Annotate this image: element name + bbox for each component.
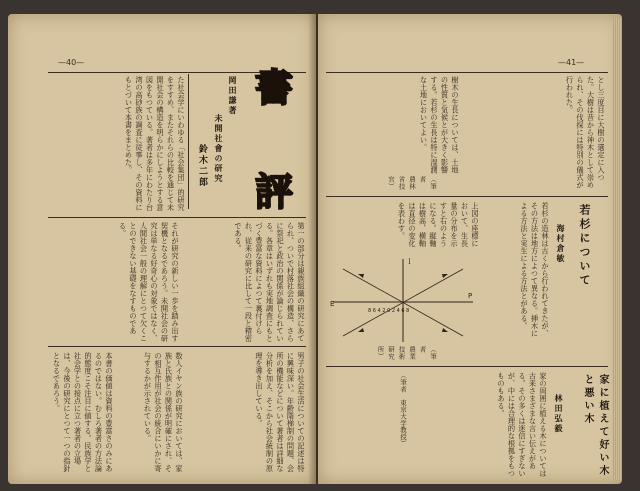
article-author: 海村倉敏 xyxy=(556,224,566,264)
growth-diagram xyxy=(328,254,478,344)
right-page xyxy=(318,14,622,484)
right-text-col-3: 若杉の造林は古くから行われてきたが、その方法は地方によつて異なる。挿木による方法と実生による方法とがある。 xyxy=(520,202,550,337)
article-title: 若杉について xyxy=(578,204,591,288)
diagram-label-right: P xyxy=(468,292,473,300)
text-col-2: 第一の部分は親族組織の研究にあてられ、ついで村落社会の構造、さらに祭祀と政治の関係が論じられている。各章はいずれも実地調査にもとづく豊富な資料によつて裏付けられ、従来の研究に比して一段と精密である。 xyxy=(234,222,306,342)
text-col-5: 数人イヤン族の研究においては、家族と氏族との関係が明確にされ、その相互作用が社会の統合にいかに寄与するかが示されている。 xyxy=(143,352,184,472)
diagram-label-left: E xyxy=(330,300,335,308)
article2-author: 林田弘毅 xyxy=(554,394,564,434)
book-title: 未開社會の研究 xyxy=(214,114,224,184)
right-text-col-1: とし三度目に大樹の選定に入つた。大樹は昔から神木として崇められ、その伐採には特別の儀式が行われた。 xyxy=(565,76,606,189)
note-1: （筆者 農林省技官） xyxy=(387,176,437,190)
text-col-3: それが研究の新しい一歩を踏み出す契機となるであろう。未開社会の研究は単なる好奇心の対象ではなく、人間社会一般の理解にとつて欠くことのできない基礎をなすものである。 xyxy=(118,222,180,342)
note-2: （筆者 農業技術研究所） xyxy=(376,346,437,360)
diagram-scale: 8 6 4 2 0 2 4 6 8 xyxy=(368,308,410,314)
book-review-logo xyxy=(246,66,302,214)
right-page-number: —41— xyxy=(558,58,585,67)
book-spread xyxy=(8,14,630,484)
text-col-4: 男子の社会生活についての記述は特に興味深い。年齢階梯制の問題、会所の機能などについて著者は詳細な分析を加え、そこから社会統制の原理を導き出している。 xyxy=(255,352,306,472)
lower-rule xyxy=(48,346,306,347)
page-edges xyxy=(612,18,622,480)
logo-char-2: 評 xyxy=(250,170,298,214)
mid-rule xyxy=(48,217,306,218)
logo-char-1: 書 xyxy=(250,66,298,110)
right-text-col-2: 樹木の生長については、土地の性質と気候とが大きく影響する。若杉の生長は特に湿潤な土地においてよい。 xyxy=(419,76,460,174)
diagram-arrow-1 xyxy=(358,274,364,278)
diagram-arrow-3 xyxy=(358,328,364,332)
reviewer: 鈴木二郎 xyxy=(197,144,207,188)
right-lower-rule xyxy=(326,366,608,367)
article2-title: 家に植えて好い木と悪い木 xyxy=(582,374,608,478)
diagram-arrow-4 xyxy=(442,328,448,332)
right-top-rule xyxy=(326,72,608,73)
text-col-6: 本書の価値は資料の豊富さのみにあるのではない。むしろ著者の方法論的態度こそ注目に値する。民族学と社会学との接点に立つ著者の立場は、今後の研究にとつて一つの指針となるであろう。 xyxy=(52,352,114,472)
diagram-label-top: ｌ xyxy=(406,258,413,266)
note-3: （筆者 東京大学教授） xyxy=(399,372,407,447)
left-page-number: —40— xyxy=(58,58,85,67)
book-author: 岡田謙著 xyxy=(228,76,238,116)
right-text-col-5: 家の周囲に植える木については古来さまざまな言い伝えがある。その多くは迷信にすぎないが、中には合理的な根拠をもつものもある。 xyxy=(497,372,548,477)
header-divider xyxy=(188,74,189,209)
right-text-col-4: 上図の座標において、生長量の分布を示すと右のようになる。縦軸は樹高、横軸は直径の変化を表わす。 xyxy=(397,202,480,247)
left-page xyxy=(8,14,316,484)
right-mid-rule xyxy=(326,196,608,197)
text-col-1: た社会学にいわゆる「社会集団」的研究をすすめ、またそれらの比較を通じて未開社会の構造を明らかにしようとする意図をもつている。著者は多年にわたり台湾の高砂族の調査に従事し、その資料にもとづいて本書をまとめた。 xyxy=(124,76,186,211)
diagram-arrow-2 xyxy=(442,274,448,278)
